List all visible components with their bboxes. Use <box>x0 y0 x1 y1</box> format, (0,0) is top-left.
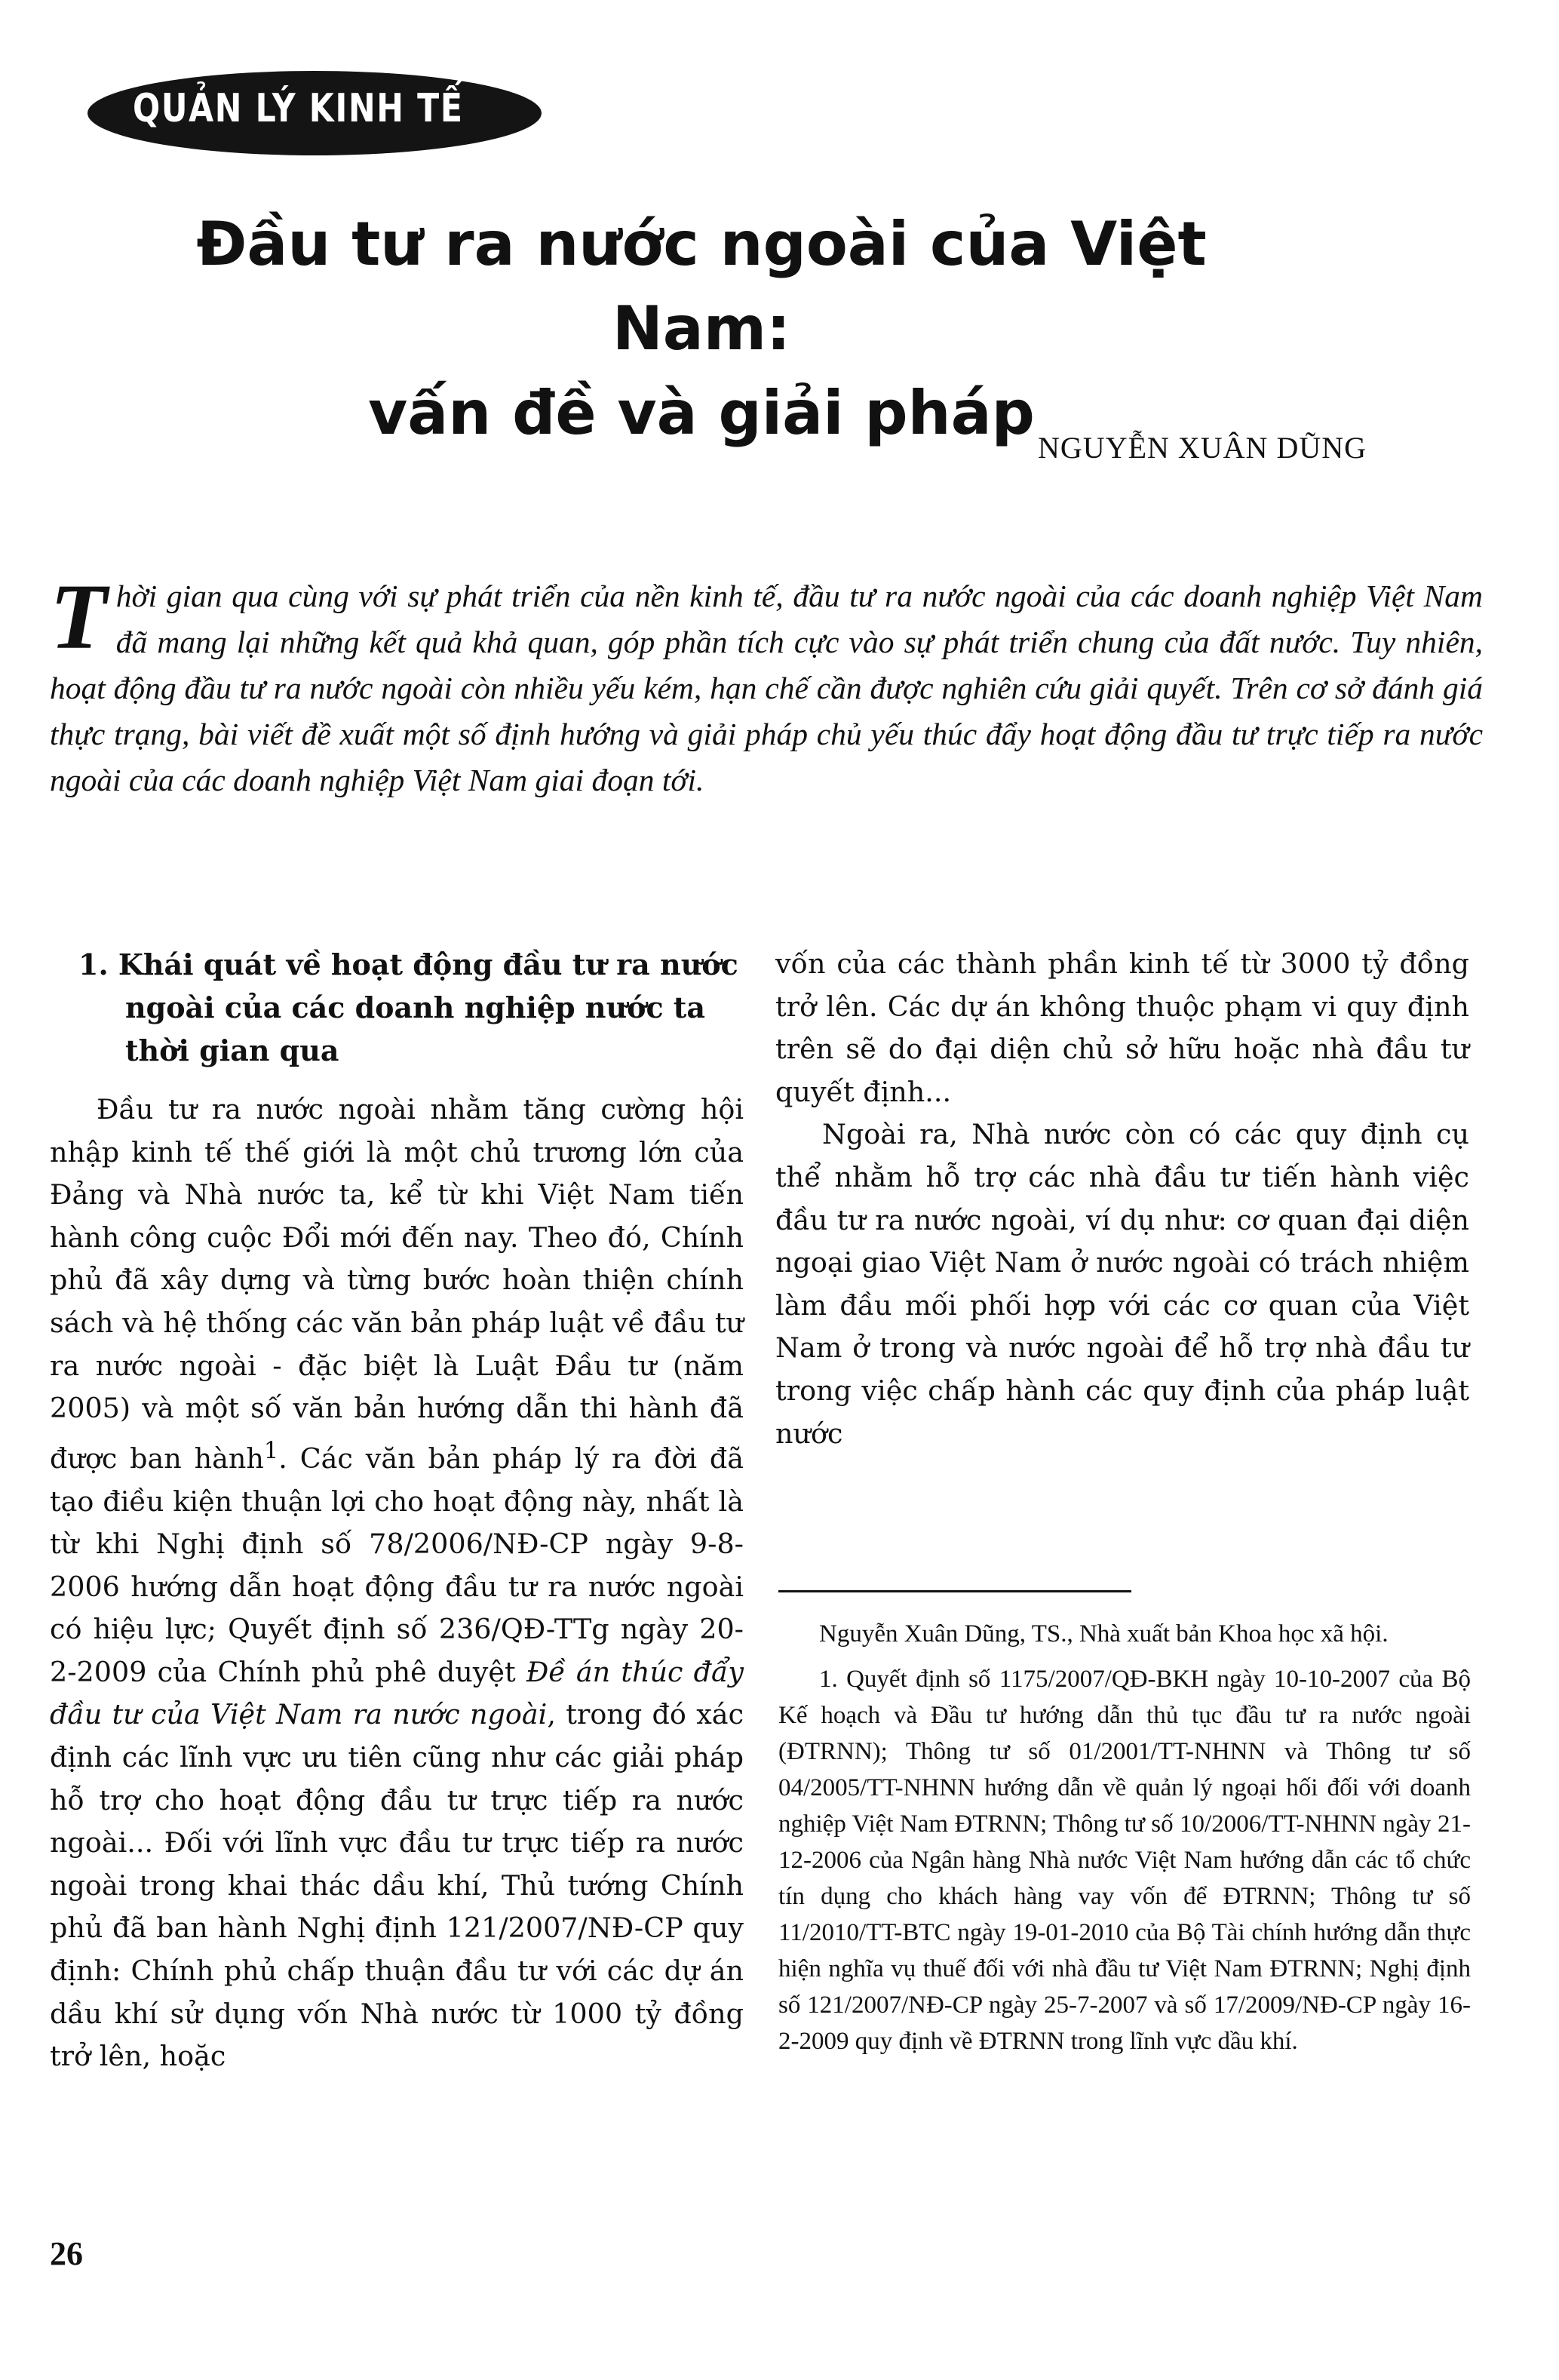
section-banner <box>87 71 542 155</box>
left-paragraph-text-1: Đầu tư ra nước ngoài nhằm tăng cường hội nhập kinh tế thế giới là một chủ trương lớn của Đảng và Nhà nước ta, kể từ khi Việt Nam tiến hành công cuộc Đổi mới đến nay. Theo đó, Chính phủ đã xây dựng và từng bước hoàn thiện chính sách và hệ thống các văn bản pháp luật về đầu tư ra nước ngoài - đặc biệt là Luật Đầu tư (năm 2005) và một số văn bản hướng dẫn thi hành đã được ban hành <box>50 1093 744 1475</box>
article-title <box>113 202 1290 456</box>
footnotes <box>778 1616 1471 2068</box>
footnote-author: Nguyễn Xuân Dũng, TS., Nhà xuất bản Khoa học xã hội. <box>819 1620 1389 1648</box>
section-1-heading: 1. Khái quát về hoạt động đầu tư ra nước ngoài của các doanh nghiệp nước ta thời gian qua <box>78 947 738 1067</box>
footnote-1: 1. Quyết định số 1175/2007/QĐ-BKH ngày 10-10-2007 của Bộ Kế hoạch và Đầu tư hướng dẫn thủ tục đầu tư ra nước ngoài (ĐTRNN); Thông tư số 01/2001/TT-NHNN và Thông tư số 04/2005/TT-NHNN hướng dẫn về quản lý ngoại hối đối với doanh nghiệp Việt Nam ĐTRNN; Thông tư số 10/2006/TT-NHNN ngày 21-12-2006 của Ngân hàng Nhà nước Việt Nam hướng dẫn các tổ chức tín dụng cho khách hàng vay vốn để ĐTRNN; Thông tư số 11/2010/TT-BTC ngày 19-01-2010 của Bộ Tài chính hướng dẫn thực hiện nghĩa vụ thuế đối với nhà đầu tư Việt Nam ĐTRNN; Nghị định số 121/2007/NĐ-CP ngày 25-7-2007 và số 17/2009/NĐ-CP ngày 16-2-2009 quy định về ĐTRNN trong lĩnh vực dầu khí. <box>778 1666 1471 2055</box>
page-number: 26 <box>50 2235 83 2272</box>
left-paragraph-text-2: . Các văn bản pháp lý ra đời đã tạo điều kiện thuận lợi cho hoạt động này, nhất là từ khi Nghị định số 78/2006/NĐ-CP ngày 9-8-2006 hướng dẫn hoạt động đầu tư ra nước ngoài có hiệu lực; Quyết định số 236/QĐ-TTg ngày 20-2-2009 của Chính phủ phê duyệt <box>50 1442 744 1688</box>
right-paragraph-2: Ngoài ra, Nhà nước còn có các quy định cụ thể nhằm hỗ trợ các nhà đầu tư tiến hành việc đầu tư ra nước ngoài, ví dụ như: cơ quan đại diện ngoại giao Việt Nam ở nước ngoài có trách nhiệm làm đầu mối phối hợp với các cơ quan của Việt Nam ở trong và nước ngoài để hỗ trợ nhà đầu tư trong việc chấp hành các quy định của pháp luật nước <box>775 1118 1469 1450</box>
abstract-dropcap: T <box>50 565 107 668</box>
right-paragraph-1: vốn của các thành phần kinh tế từ 3000 tỷ đồng trở lên. Các dự án không thuộc phạm vi quy định trên sẽ do đại diện chủ sở hữu hoặc nhà đầu tư quyết định... <box>775 947 1469 1108</box>
left-column <box>50 943 744 2078</box>
footnote-divider <box>778 1590 1131 1592</box>
right-column <box>775 943 1469 1455</box>
title-line-1: Đầu tư ra nước ngoài của Việt Nam: <box>196 209 1207 364</box>
abstract <box>50 565 1483 803</box>
author-name: NGUYỄN XUÂN DŨNG <box>1038 431 1367 465</box>
section-label: QUẢN LÝ KINH TẾ <box>133 86 464 131</box>
abstract-text: hời gian qua cùng với sự phát triển của nền kinh tế, đầu tư ra nước ngoài của các doanh nghiệp Việt Nam đã mang lại những kết quả khả quan, góp phần tích cực vào sự phát triển chung của đất nước. Tuy nhiên, hoạt động đầu tư ra nước ngoài còn nhiều yếu kém, hạn chế cần được nghiên cứu giải quyết. Trên cơ sở đánh giá thực trạng, bài viết đề xuất một số định hướng và giải pháp chủ yếu thúc đẩy hoạt động đầu tư trực tiếp ra nước ngoài của các doanh nghiệp Việt Nam giai đoạn tới. <box>50 579 1483 797</box>
title-line-2: vấn đề và giải pháp <box>368 378 1035 448</box>
left-paragraph-text-3: , trong đó xác định các lĩnh vực ưu tiên cũng như các giải pháp hỗ trợ cho hoạt động đầu tư trực tiếp ra nước ngoài... Đối với lĩnh vực đầu tư trực tiếp ra nước ngoài trong khai thác dầu khí, Thủ tướng Chính phủ đã ban hành Nghị định 121/2007/NĐ-CP quy định: Chính phủ chấp thuận đầu tư với các dự án dầu khí sử dụng vốn Nhà nước từ 1000 tỷ đồng trở lên, hoặc <box>50 1698 744 2073</box>
left-paragraph-italic: Đề án thúc đẩy đầu tư của Việt Nam ra nước ngoài <box>50 1655 744 1731</box>
left-paragraph <box>50 1089 744 2078</box>
footnote-ref-1[interactable]: 1 <box>263 1437 279 1464</box>
